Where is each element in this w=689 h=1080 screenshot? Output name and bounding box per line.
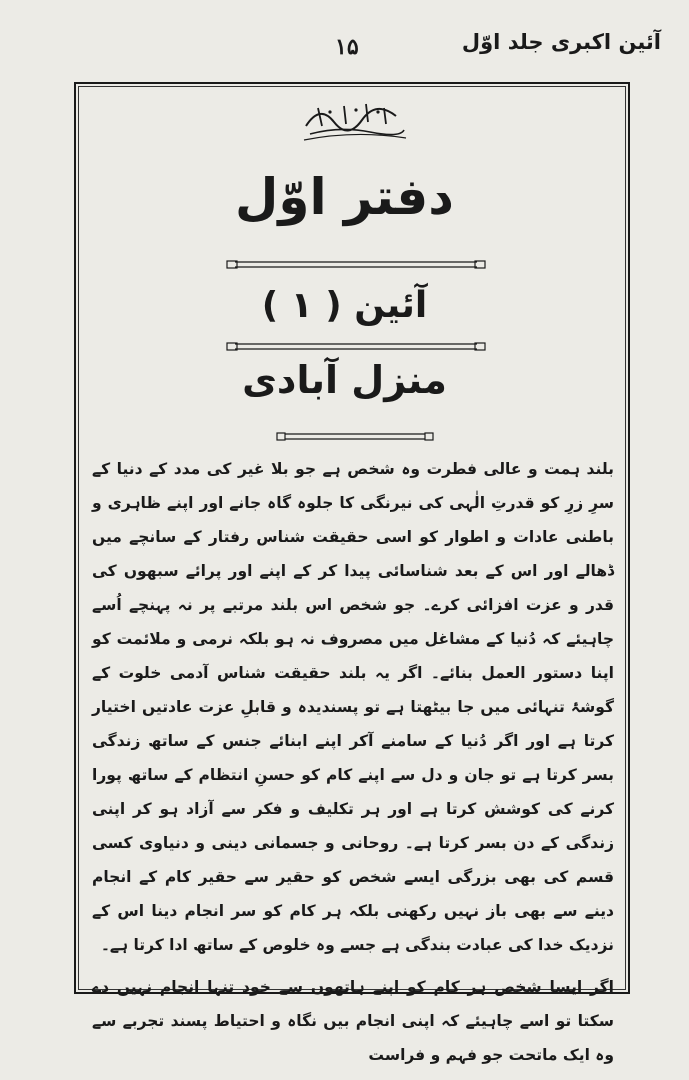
ornamental-divider <box>275 430 435 444</box>
book-title: آئین اکبری جلد اوّل <box>461 30 661 54</box>
paragraph: بلند ہمت و عالی فطرت وہ شخص ہے جو بلا غیر کی مدد کے دنیا کے سرِ زرِ کو قدرتِ الٰہی کی نیرنگی کا جلوہ گاہ جانے اور اپنے ظاہری و باطنی عادات و اطوار کو اسی حقیقت شناس رفتار کے سانچے میں ڈھالے اور اس کے بعد شناسائی پیدا کر کے اپنے اور پرائے سبھوں کی قدر و عزت افزائی کرے۔ جو شخص اس بلند مرتبے پر نہ پہنچے اُسے چاہیئے کہ دُنیا کے مشاغل میں مصروف نہ ہو بلکہ نرمی و ملائمت کو اپنا دستور العمل بنائے۔ اگر یہ بلند حقیقت شناس آدمی خلوت کے گوشۂ تنہائی میں جا بیٹھتا ہے تو پسندیدہ و قابلِ عزت عادتیں اختیار کرتا ہے اور اگر دُنیا کے سامنے آکر اپنے ابنائے جنس کے ساتھ زندگی بسر کرتا ہے تو جان و دل سے اپنے کام کو حسنِ انتظام کے ساتھ پورا کرنے کی کوشش کرتا ہے اور ہر تکلیف و فکر سے آزاد ہو کر اپنی زندگی کے دن بسر کرتا ہے۔ روحانی و جسمانی دینی و دنیاوی کسی قسم کی بھی بزرگی ایسے شخص کو حقیر سے حقیر کام کے انجام دینے سے بھی باز نہیں رکھنی بلکہ ہر کام کو سر انجام دینا اس کے نزدیک خدا کی عبادت بندگی ہے جسے وہ خلوص کے ساتھ ادا کرتا ہے۔ <box>92 460 614 954</box>
body-text <box>92 452 614 1072</box>
chapter-heading: دفتر اوّل <box>235 168 454 226</box>
section-heading-ain: آئین ( ۱ ) <box>261 285 428 326</box>
bismillah-calligraphy-icon <box>300 96 410 144</box>
section-title-manzil: منزل آبادی <box>242 358 447 402</box>
running-head <box>0 26 689 66</box>
paragraph: اگر ایسا شخص ہر کام کو اپنے ہاتھوں سے خود تنہا انجام نہیں دے سکتا تو اسے چاہیئے کہ اپنی انجام بیں نگاہ و احتیاط پسند تجربے سے وہ ایک ماتحت جو فہم و فراست <box>92 978 614 1064</box>
page-number: ۱۵ <box>335 34 359 60</box>
ornamental-divider <box>225 340 487 354</box>
ornamental-divider <box>225 258 487 272</box>
